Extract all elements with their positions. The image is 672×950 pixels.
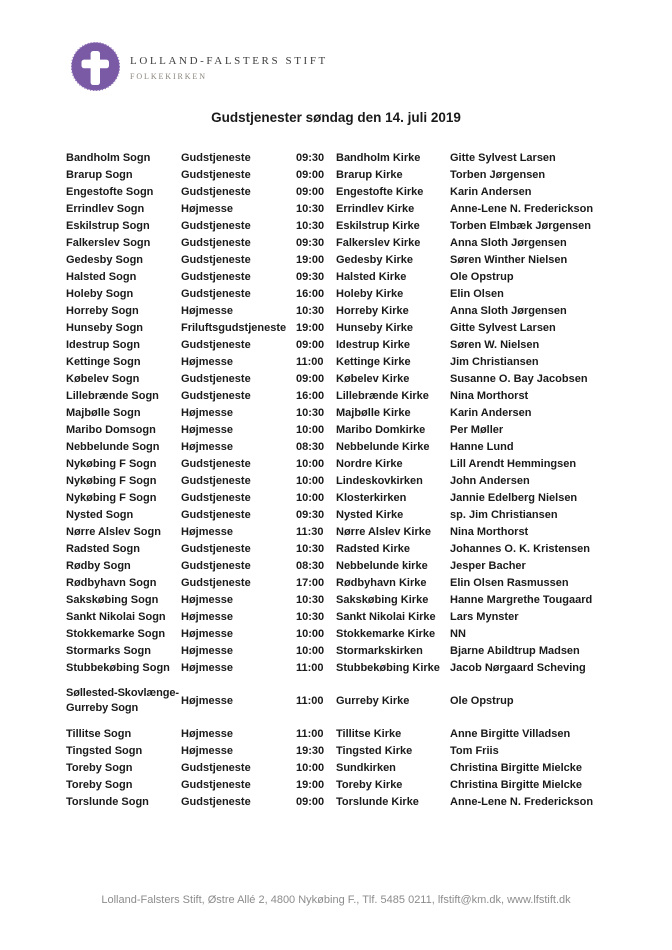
parish-cell: Eskilstrup Sogn [66, 220, 150, 232]
parish-cell: Gedesby Sogn [66, 254, 144, 266]
officiant-cell: NN [450, 628, 466, 640]
table-row [66, 592, 612, 609]
time-cell: 11:30 [296, 526, 324, 538]
officiant-cell: Karin Andersen [450, 186, 532, 198]
service-type-cell: Gudstjeneste [181, 186, 251, 198]
officiant-cell: sp. Jim Christiansen [450, 509, 558, 521]
time-cell: 10:30 [296, 407, 325, 419]
service-type-cell: Gudstjeneste [181, 762, 251, 774]
service-type-cell: Højmesse [181, 728, 233, 740]
time-cell: 09:00 [296, 339, 325, 351]
time-cell: 09:00 [296, 796, 325, 808]
service-type-cell: Gudstjeneste [181, 779, 251, 791]
church-cell: Torslunde Kirke [336, 796, 419, 808]
service-type-cell: Gudstjeneste [181, 169, 251, 181]
service-type-cell: Gudstjeneste [181, 220, 251, 232]
table-row [66, 150, 612, 167]
time-cell: 09:30 [296, 271, 325, 283]
service-type-cell: Gudstjeneste [181, 237, 251, 249]
parish-cell: Falkerslev Sogn [66, 237, 151, 249]
time-cell: 09:30 [296, 509, 325, 521]
table-row [66, 456, 612, 473]
parish-cell: Rødby Sogn [66, 560, 131, 572]
service-type-cell: Gudstjeneste [181, 254, 251, 266]
parish-cell: Majbølle Sogn [66, 407, 141, 419]
officiant-cell: Elin Olsen Rasmussen [450, 577, 569, 589]
table-row [66, 286, 612, 303]
table-row [66, 252, 612, 269]
service-table [66, 150, 612, 811]
church-cell: Radsted Kirke [336, 543, 410, 555]
time-cell: 10:00 [296, 492, 325, 504]
time-cell: 19:00 [296, 779, 325, 791]
parish-cell: Købelev Sogn [66, 373, 140, 385]
officiant-cell: Anna Sloth Jørgensen [450, 305, 567, 317]
page-title: Gudstjenester søndag den 14. juli 2019 [211, 110, 461, 125]
time-cell: 16:00 [296, 288, 325, 300]
church-cell: Sakskøbing Kirke [336, 594, 429, 606]
parish-cell: Nykøbing F Sogn [66, 475, 157, 487]
parish-cell: Toreby Sogn [66, 762, 133, 774]
service-type-cell: Højmesse [181, 441, 233, 453]
time-cell: 09:00 [296, 169, 325, 181]
officiant-cell: John Andersen [450, 475, 530, 487]
time-cell: 19:30 [296, 745, 325, 757]
officiant-cell: Anne-Lene N. Frederickson [450, 796, 594, 808]
church-cell: Gedesby Kirke [336, 254, 414, 266]
church-cell: Halsted Kirke [336, 271, 407, 283]
parish-cell: Bandholm Sogn [66, 152, 151, 164]
time-cell: 10:30 [296, 543, 325, 555]
table-row [66, 643, 612, 660]
church-cell: Købelev Kirke [336, 373, 410, 385]
parish-cell: Sakskøbing Sogn [66, 594, 159, 606]
officiant-cell: Anne Birgitte Villadsen [450, 728, 571, 740]
service-type-cell: Friluftsgudstjeneste [181, 322, 287, 334]
table-row [66, 686, 612, 716]
officiant-cell: Ole Opstrup [450, 694, 514, 707]
time-cell: 10:30 [296, 594, 325, 606]
table-row [66, 507, 612, 524]
parish-cell: Nykøbing F Sogn [66, 492, 157, 504]
service-type-cell: Højmesse [181, 611, 233, 623]
parish-cell: Hunseby Sogn [66, 322, 144, 334]
table-row [66, 558, 612, 575]
church-cell: Nebbelunde kirke [336, 560, 428, 572]
table-row [66, 490, 612, 507]
service-type-cell: Gudstjeneste [181, 475, 251, 487]
officiant-cell: Gitte Sylvest Larsen [450, 322, 556, 334]
church-cell: Sundkirken [336, 762, 396, 774]
officiant-cell: Jannie Edelberg Nielsen [450, 492, 578, 504]
officiant-cell: Lill Arendt Hemmingsen [450, 458, 577, 470]
church-cell: Horreby Kirke [336, 305, 409, 317]
service-type-cell: Højmesse [181, 526, 233, 538]
service-type-cell: Gudstjeneste [181, 543, 251, 555]
table-row [66, 337, 612, 354]
officiant-cell: Nina Morthorst [450, 390, 529, 402]
table-row [66, 439, 612, 456]
table-row [66, 726, 612, 743]
table-row [66, 743, 612, 760]
table-row [66, 184, 612, 201]
time-cell: 11:00 [296, 662, 324, 674]
officiant-cell: Per Møller [450, 424, 504, 436]
service-type-cell: Gudstjeneste [181, 458, 251, 470]
service-type-cell: Højmesse [181, 305, 233, 317]
officiant-cell: Johannes O. K. Kristensen [450, 543, 590, 555]
time-cell: 10:00 [296, 475, 325, 487]
parish-cell: Nysted Sogn [66, 509, 134, 521]
table-row [66, 201, 612, 218]
church-cell: Tillitse Kirke [336, 728, 402, 740]
officiant-cell: Susanne O. Bay Jacobsen [450, 373, 588, 385]
cross-icon [71, 42, 120, 91]
service-type-cell: Gudstjeneste [181, 152, 251, 164]
time-cell: 10:00 [296, 628, 325, 640]
officiant-cell: Anna Sloth Jørgensen [450, 237, 567, 249]
table-row [66, 405, 612, 422]
table-row [66, 777, 612, 794]
table-row [66, 473, 612, 490]
parish-cell: Engestofte Sogn [66, 186, 154, 198]
parish-cell: Holeby Sogn [66, 288, 134, 300]
parish-cell: Radsted Sogn [66, 543, 140, 555]
officiant-cell: Christina Birgitte Mielcke [450, 779, 583, 791]
parish-cell: Nebbelunde Sogn [66, 441, 160, 453]
service-type-cell: Højmesse [181, 645, 233, 657]
service-type-cell: Gudstjeneste [181, 271, 251, 283]
time-cell: 09:30 [296, 152, 325, 164]
service-type-cell: Højmesse [181, 407, 233, 419]
officiant-cell: Christina Birgitte Mielcke [450, 762, 583, 774]
time-cell: 11:00 [296, 728, 324, 740]
service-type-cell: Gudstjeneste [181, 390, 251, 402]
parish-cell: Nørre Alslev Sogn [66, 526, 161, 538]
officiant-cell: Gitte Sylvest Larsen [450, 152, 556, 164]
time-cell: 19:00 [296, 322, 325, 334]
parish-cell: Brarup Sogn [66, 169, 133, 181]
org-text-block [130, 42, 328, 81]
table-row [66, 269, 612, 286]
service-type-cell: Gudstjeneste [181, 373, 251, 385]
service-type-cell: Gudstjeneste [181, 492, 251, 504]
parish-cell: Errindlev Sogn [66, 203, 145, 215]
church-cell: Stormarkskirken [336, 645, 423, 657]
table-row [66, 575, 612, 592]
parish-cell: Stokkemarke Sogn [66, 628, 166, 640]
service-type-cell: Højmesse [181, 694, 233, 707]
time-cell: 19:00 [296, 254, 325, 266]
officiant-cell: Søren Winther Nielsen [450, 254, 568, 266]
church-cell: Rødbyhavn Kirke [336, 577, 427, 589]
time-cell: 10:30 [296, 305, 325, 317]
org-subtitle: FOLKEKIRKEN [130, 72, 207, 81]
officiant-cell: Bjarne Abildtrup Madsen [450, 645, 580, 657]
officiant-cell: Jesper Bacher [450, 560, 526, 572]
service-type-cell: Højmesse [181, 356, 233, 368]
parish-cell: Halsted Sogn [66, 271, 137, 283]
parish-cell: Kettinge Sogn [66, 356, 141, 368]
service-type-cell: Gudstjeneste [181, 339, 251, 351]
table-row [66, 626, 612, 643]
table-row [66, 235, 612, 252]
service-type-cell: Højmesse [181, 662, 233, 674]
church-cell: Nordre Kirke [336, 458, 403, 470]
service-type-cell: Gudstjeneste [181, 577, 251, 589]
church-cell: Nebbelunde Kirke [336, 441, 430, 453]
church-cell: Lindeskovkirken [336, 475, 423, 487]
time-cell: 17:00 [296, 577, 325, 589]
church-cell: Tingsted Kirke [336, 745, 413, 757]
officiant-cell: Tom Friis [450, 745, 499, 757]
church-cell: Falkerslev Kirke [336, 237, 421, 249]
officiant-cell: Ole Opstrup [450, 271, 514, 283]
table-row [66, 303, 612, 320]
org-name: LOLLAND-FALSTERS STIFT [130, 55, 328, 67]
time-cell: 09:00 [296, 373, 325, 385]
parish-cell: Tingsted Sogn [66, 745, 143, 757]
officiant-cell: Lars Mynster [450, 611, 519, 623]
parish-cell: Torslunde Sogn [66, 796, 149, 808]
table-row [66, 320, 612, 337]
officiant-cell: Jacob Nørgaard Scheving [450, 662, 586, 674]
time-cell: 08:30 [296, 560, 325, 572]
table-row [66, 167, 612, 184]
parish-cell: Sankt Nikolai Sogn [66, 611, 166, 623]
church-cell: Idestrup Kirke [336, 339, 410, 351]
church-cell: Sankt Nikolai Kirke [336, 611, 436, 623]
time-cell: 10:00 [296, 645, 325, 657]
officiant-cell: Jim Christiansen [450, 356, 539, 368]
time-cell: 08:30 [296, 441, 325, 453]
time-cell: 16:00 [296, 390, 325, 402]
parish-cell: Maribo Domsogn [66, 424, 156, 436]
service-type-cell: Højmesse [181, 745, 233, 757]
time-cell: 10:00 [296, 458, 325, 470]
service-type-cell: Højmesse [181, 203, 233, 215]
officiant-cell: Torben Elmbæk Jørgensen [450, 220, 591, 232]
church-cell: Bandholm Kirke [336, 152, 421, 164]
parish-cell: Lillebrænde Sogn [66, 390, 159, 402]
table-row [66, 541, 612, 558]
parish-cell: Idestrup Sogn [66, 339, 140, 351]
parish-cell: Tillitse Sogn [66, 728, 132, 740]
parish-cell: Søllested-Skovlænge-Gurreby Sogn [66, 687, 179, 714]
diocese-logo [71, 42, 328, 91]
church-cell: Kettinge Kirke [336, 356, 411, 368]
church-cell: Holeby Kirke [336, 288, 404, 300]
service-type-cell: Gudstjeneste [181, 288, 251, 300]
church-cell: Toreby Kirke [336, 779, 403, 791]
church-cell: Maribo Domkirke [336, 424, 426, 436]
time-cell: 10:30 [296, 203, 325, 215]
church-cell: Stubbekøbing Kirke [336, 662, 440, 674]
table-row [66, 660, 612, 677]
officiant-cell: Hanne Margrethe Tougaard [450, 594, 593, 606]
time-cell: 09:30 [296, 237, 325, 249]
church-cell: Nysted Kirke [336, 509, 404, 521]
service-type-cell: Højmesse [181, 424, 233, 436]
officiant-cell: Hanne Lund [450, 441, 514, 453]
service-type-cell: Højmesse [181, 594, 233, 606]
time-cell: 09:00 [296, 186, 325, 198]
church-cell: Gurreby Kirke [336, 694, 410, 707]
parish-cell: Stormarks Sogn [66, 645, 151, 657]
time-cell: 10:00 [296, 762, 325, 774]
church-cell: Engestofte Kirke [336, 186, 424, 198]
time-cell: 11:00 [296, 356, 324, 368]
church-cell: Brarup Kirke [336, 169, 403, 181]
church-cell: Errindlev Kirke [336, 203, 415, 215]
officiant-cell: Nina Morthorst [450, 526, 529, 538]
officiant-cell: Elin Olsen [450, 288, 504, 300]
table-row [66, 794, 612, 811]
table-row [66, 422, 612, 439]
officiant-cell: Anne-Lene N. Frederickson [450, 203, 594, 215]
parish-cell: Stubbekøbing Sogn [66, 662, 170, 674]
officiant-cell: Karin Andersen [450, 407, 532, 419]
table-row [66, 609, 612, 626]
officiant-cell: Søren W. Nielsen [450, 339, 540, 351]
church-cell: Stokkemarke Kirke [336, 628, 436, 640]
service-type-cell: Gudstjeneste [181, 560, 251, 572]
service-type-cell: Gudstjeneste [181, 509, 251, 521]
table-row [66, 371, 612, 388]
parish-cell: Rødbyhavn Sogn [66, 577, 157, 589]
time-cell: 10:30 [296, 611, 325, 623]
time-cell: 10:30 [296, 220, 325, 232]
table-row [66, 218, 612, 235]
church-cell: Majbølle Kirke [336, 407, 411, 419]
church-cell: Nørre Alslev Kirke [336, 526, 431, 538]
table-row [66, 354, 612, 371]
church-cell: Lillebrænde Kirke [336, 390, 429, 402]
footer-contact-line: Lolland-Falsters Stift, Østre Allé 2, 4800 Nykøbing F., Tlf. 5485 0211, lfstift@km.dk, www.lfstift.dk [101, 894, 571, 906]
service-type-cell: Gudstjeneste [181, 796, 251, 808]
church-cell: Klosterkirken [336, 492, 407, 504]
parish-cell: Horreby Sogn [66, 305, 139, 317]
table-row [66, 760, 612, 777]
service-type-cell: Højmesse [181, 628, 233, 640]
time-cell: 11:00 [296, 694, 324, 707]
time-cell: 10:00 [296, 424, 325, 436]
table-row [66, 388, 612, 405]
parish-cell: Nykøbing F Sogn [66, 458, 157, 470]
officiant-cell: Torben Jørgensen [450, 169, 546, 181]
church-cell: Hunseby Kirke [336, 322, 414, 334]
church-cell: Eskilstrup Kirke [336, 220, 420, 232]
table-row [66, 524, 612, 541]
parish-cell: Toreby Sogn [66, 779, 133, 791]
